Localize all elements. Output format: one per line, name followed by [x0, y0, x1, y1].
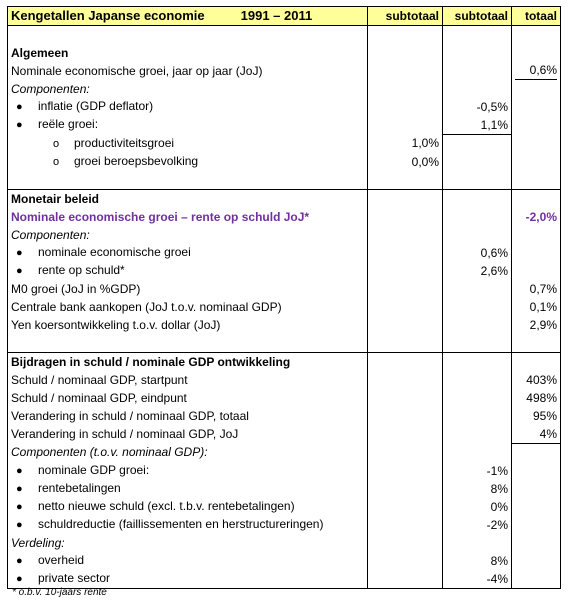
- row-label: nominale GDP groei:: [38, 463, 150, 477]
- subtotal-value: -1%: [443, 462, 512, 480]
- row-label: Nominale economische groei – rente op schuld JoJ*: [8, 208, 368, 226]
- row-label: Verandering in schuld / nominaal GDP, JoJ: [8, 425, 368, 444]
- table-row: [8, 371, 561, 389]
- table-row: [8, 353, 561, 372]
- table-row: [8, 80, 561, 98]
- bullet-icon: ●: [16, 101, 23, 113]
- row-label: Verandering in schuld / nominaal GDP, totaal: [8, 407, 368, 425]
- row-label: netto nieuwe schuld (excl. t.b.v. rentebetalingen): [38, 499, 295, 513]
- col-header-subtotaal-2: subtotaal: [443, 7, 512, 26]
- row-label: Nominale economische groei, jaar op jaar (JoJ): [8, 62, 368, 80]
- subtotal-value: 2,6%: [443, 262, 512, 280]
- col-header-totaal: totaal: [512, 7, 561, 26]
- section-heading-algemeen: Algemeen: [8, 44, 368, 62]
- section-heading-monetair: Monetair beleid: [8, 190, 368, 209]
- row-label: reële groei:: [38, 117, 99, 132]
- bullet-icon: ●: [16, 119, 23, 132]
- table-row: [8, 98, 561, 116]
- table-row: [8, 190, 561, 209]
- subtotal-value: 1,1%: [443, 116, 512, 135]
- total-value: 0,1%: [512, 298, 561, 316]
- row-label: groei beroepsbevolking: [74, 154, 199, 168]
- bullet-icon: ●: [16, 519, 23, 531]
- total-value: 498%: [512, 389, 561, 407]
- row-label: productiviteitsgroei: [74, 135, 175, 150]
- total-value: 0,7%: [512, 280, 561, 298]
- total-value: 0,6%: [515, 62, 557, 80]
- row-label: schuldreductie (faillissementen en herstructureringen): [38, 517, 324, 531]
- row-label: inflatie (GDP deflator): [38, 99, 154, 113]
- total-value: 4%: [512, 425, 561, 444]
- row-label: M0 groei (JoJ in %GDP): [8, 280, 368, 298]
- row-label: nominale economische groei: [38, 245, 191, 259]
- bullet-icon: ●: [16, 265, 23, 277]
- bullet-icon: ●: [16, 501, 23, 513]
- table-row: [8, 44, 561, 62]
- table-title: Kengetallen Japanse economie 1991 – 2011: [8, 7, 368, 26]
- row-label: Schuld / nominaal GDP, eindpunt: [8, 389, 368, 407]
- row-label: Centrale bank aankopen (JoJ t.o.v. nominaal GDP): [8, 298, 368, 316]
- componenten-label: Componenten:: [8, 80, 368, 98]
- table-row: [8, 280, 561, 298]
- table-row: [8, 135, 561, 154]
- row-label: overheid: [38, 553, 85, 567]
- table-row: [8, 534, 561, 552]
- subtotal-value: 0,6%: [443, 244, 512, 262]
- table-row: [8, 570, 561, 589]
- bullet-icon: ●: [16, 555, 23, 567]
- subtotal-value: 8%: [443, 480, 512, 498]
- bullet-icon: ●: [16, 483, 23, 495]
- total-value: -2,0%: [512, 208, 561, 226]
- table-row: [8, 389, 561, 407]
- total-value: 2,9%: [512, 316, 561, 334]
- total-value: 95%: [512, 407, 561, 425]
- bullet-icon: ●: [16, 247, 23, 259]
- verdeling-label: Verdeling:: [8, 534, 368, 552]
- table-row: [8, 407, 561, 425]
- table-row: [8, 552, 561, 570]
- row-label: private sector: [38, 571, 111, 585]
- table-row: [8, 153, 561, 171]
- subtotal-value: 1,0%: [368, 135, 443, 154]
- circle-bullet-icon: o: [53, 156, 60, 168]
- table-row: [8, 516, 561, 534]
- bullet-icon: ●: [16, 573, 23, 585]
- row-label: rente op schuld*: [38, 263, 125, 277]
- subtotal-value: -0,5%: [443, 98, 512, 116]
- table-row: [8, 262, 561, 280]
- table-row: [8, 444, 561, 463]
- total-value: 403%: [512, 371, 561, 389]
- componenten-label: Componenten:: [8, 226, 368, 244]
- subtotal-value: -4%: [443, 570, 512, 589]
- row-label: Schuld / nominaal GDP, startpunt: [8, 371, 368, 389]
- row-label: Yen koersontwikkeling t.o.v. dollar (JoJ): [8, 316, 368, 334]
- table-row: [8, 480, 561, 498]
- col-header-subtotaal-1: subtotaal: [368, 7, 443, 26]
- footnote: * o.b.v. 10-jaars rente: [12, 587, 107, 598]
- table-row: [8, 462, 561, 480]
- subtotal-value: 8%: [443, 552, 512, 570]
- table-row: [8, 116, 561, 135]
- table-row: [8, 244, 561, 262]
- table-row: [8, 226, 561, 244]
- row-label: rentebetalingen: [38, 481, 121, 495]
- componenten-label: Componenten (t.o.v. nominaal GDP):: [8, 444, 368, 463]
- subtotal-value: 0,0%: [368, 153, 443, 171]
- subtotal-value: -2%: [443, 516, 512, 534]
- table-row: [8, 316, 561, 334]
- bullet-icon: ●: [16, 465, 23, 477]
- kengetallen-table: [7, 6, 561, 589]
- header-row: [8, 7, 561, 26]
- section-heading-bijdragen: Bijdragen in schuld / nominale GDP ontwikkeling: [8, 353, 368, 372]
- subtotal-value: 0%: [443, 498, 512, 516]
- table-row: [8, 208, 561, 226]
- table-row: [8, 62, 561, 80]
- table-row: [8, 498, 561, 516]
- table-row: [8, 298, 561, 316]
- circle-bullet-icon: o: [53, 137, 60, 150]
- table-row: [8, 425, 561, 444]
